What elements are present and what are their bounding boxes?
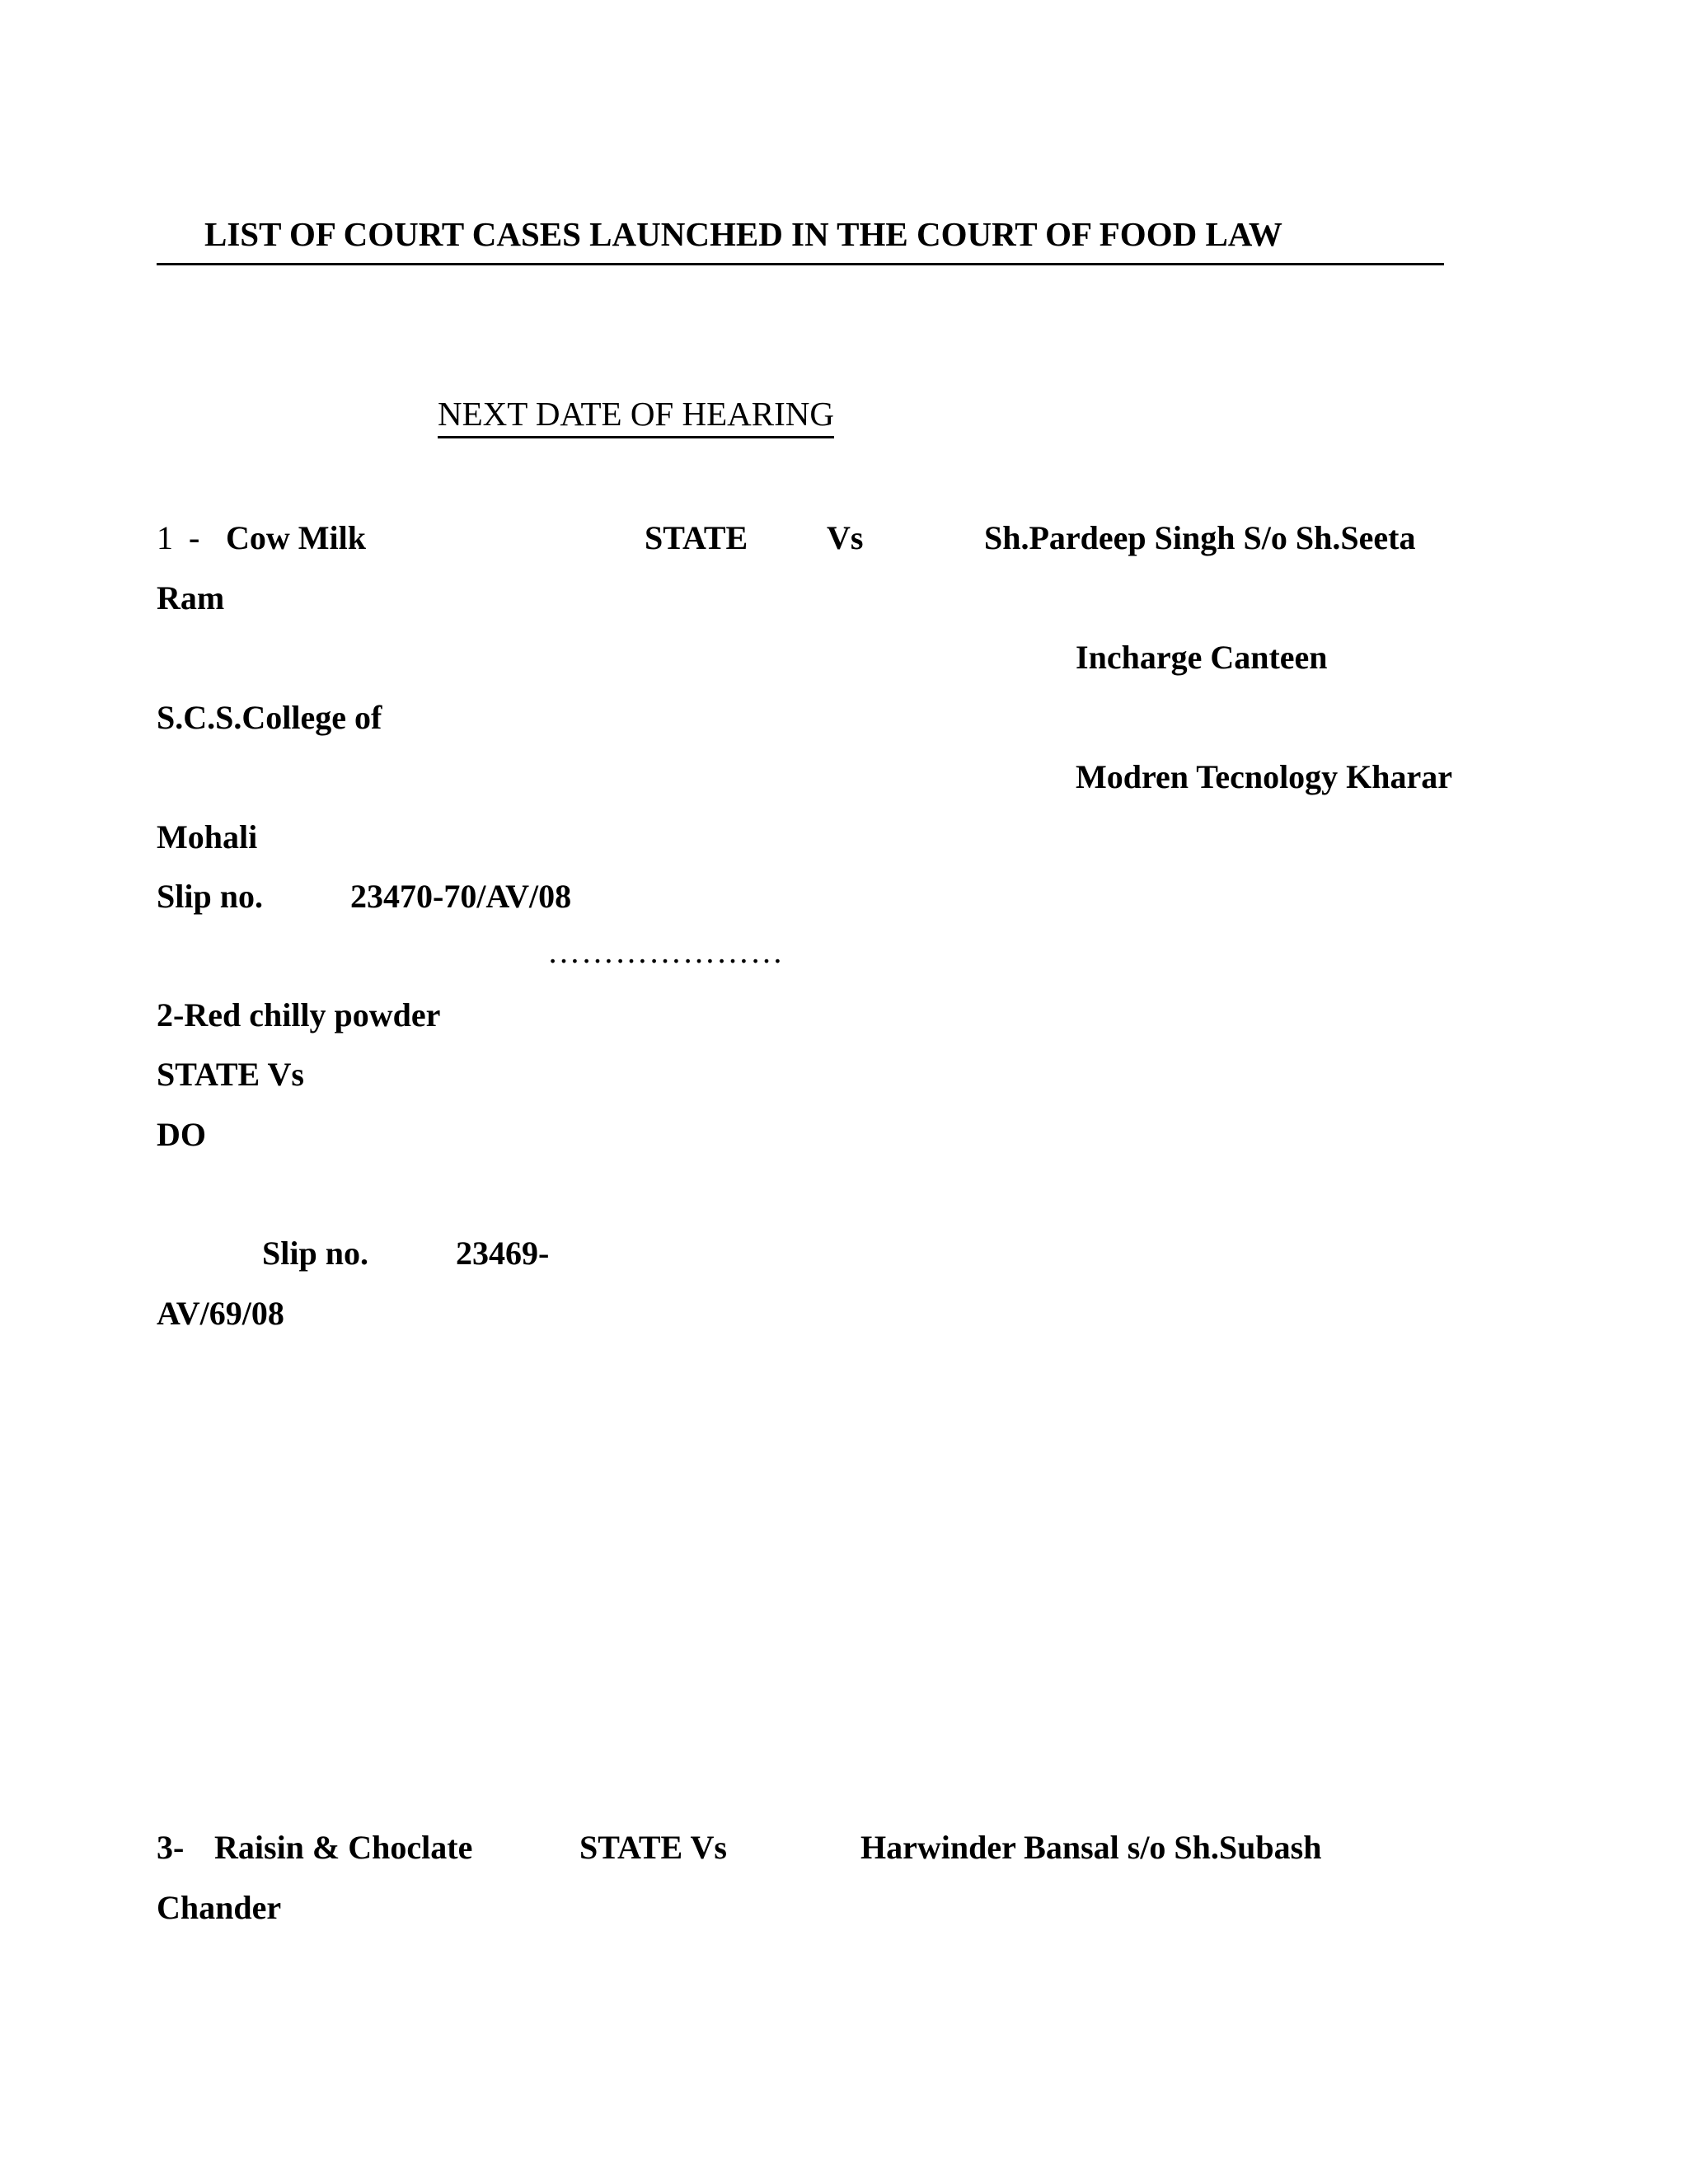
case-3-accused-line2: Chander [157,1889,282,1926]
case-1-accused-line6: Mohali [157,818,258,855]
document-subtitle: NEXT DATE OF HEARING [438,397,834,438]
case-1-accused-line3: Incharge Canteen [1076,639,1328,676]
case-1-number: 1 [157,519,173,556]
case-1-accused-line5: Modren Tecnology Kharar [1076,758,1453,795]
case-1-dots: ………………… [547,933,784,970]
case-3-item: Raisin & Choclate [214,1829,473,1866]
case-2-slip-number-part1: 23469- [456,1235,550,1272]
case-1-accused-line1: Sh.Pardeep Singh S/o Sh.Seeta [984,519,1416,556]
case-3-accused-line1: Harwinder Bansal s/o Sh.Subash [860,1829,1322,1866]
case-2-slip-label: Slip no. [262,1235,368,1272]
case-2-state-vs: STATE Vs [157,1056,304,1093]
case-1-item: Cow Milk [226,519,366,556]
case-2-item: 2-Red chilly powder [157,996,441,1033]
case-1-accused-line4: S.C.S.College of [157,699,382,736]
case-1-slip-label: Slip no. [157,878,263,915]
case-1-state: STATE [645,519,748,556]
case-2-accused: DO [157,1116,206,1153]
case-2-slip-number-part2: AV/69/08 [157,1295,284,1332]
case-1-slip-number: 23470-70/AV/08 [350,878,572,915]
document-title: LIST OF COURT CASES LAUNCHED IN THE COURT OF FOOD LAW [157,218,1444,265]
case-3-state-vs: STATE Vs [579,1829,727,1866]
case-3-number: 3- [157,1829,185,1866]
case-1-accused-line2: Ram [157,579,225,616]
case-1-separator: - [189,519,200,556]
case-1-versus: Vs [827,519,864,556]
